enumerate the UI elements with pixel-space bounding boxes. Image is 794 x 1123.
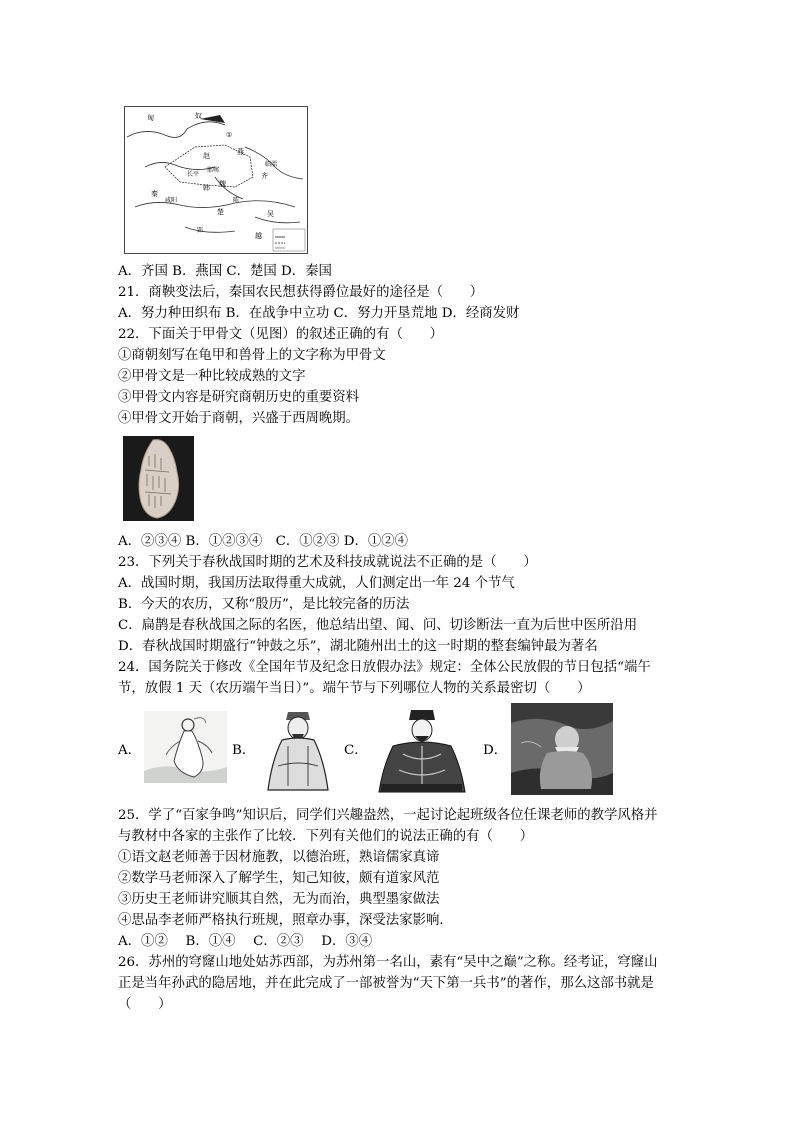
q21-options: A．努力种田织布 B．在战争中立功 C．努力开垦荒地 D．经商发财 [118,306,520,321]
figure-b-image [258,706,338,796]
map-label: 奴 [195,112,202,120]
q24-letter-d: D． [483,743,508,758]
q22-item: ③甲骨文内容是研究商朝历史的重要资料 [118,390,360,405]
map-label: 魏 [219,180,226,188]
q25-item: ③历史王老师讲究顺其自然，无为而治，典型墨家做法 [118,892,440,907]
q21-stem: 21．商鞅变法后，秦国农民想获得爵位最好的途径是（ ） [118,285,484,300]
map-label: 燕 [237,148,244,156]
q26-line3: （ ） [118,997,172,1012]
map-label: 越 [255,232,262,240]
figure-a-image [144,711,227,783]
q22-options: A．②③④ B．①②③④ C．①②③ D．①②④ [118,534,409,549]
q25-item: ①语文赵老师善于因材施教，以德治班，熟谙儒家真谛 [118,850,440,865]
map-label: 陈 [233,197,240,204]
map-label: 临淄 [265,161,278,168]
oracle-bone-image [123,436,194,521]
q23-option-c: C．扁鹊是春秋战国之际的名医，他总结出望、闻、问、切诊断法一直为后世中医所沿用 [118,618,638,633]
q25-options: A．①② B．①④ C．②③ D．③④ [118,934,373,949]
q25-stem-line1: 25．学了“百家争鸣”知识后，同学们兴趣盎然，一起讨论起班级各位任课老师的教学风格并 [118,808,658,823]
map-label: 吴 [267,210,274,218]
figure-d-image [511,703,613,795]
q22-item: ①商朝刻写在龟甲和兽骨上的文字称为甲骨文 [118,348,386,363]
q25-stem-line2: 与教材中各家的主张作了比较．下列有关他们的说法正确的有（ ） [118,829,534,844]
q23-option-d: D．春秋战国时期盛行“钟鼓之乐”，湖北随州出土的这一时期的整套编钟最为著名 [118,639,598,654]
map-label: 长平 [187,171,200,178]
q24-letter-c: C． [344,743,368,758]
q25-item: ②数学马老师深入了解学生，知己知彼，颇有道家风范 [118,871,440,886]
q24-letter-b: B． [232,743,256,758]
q24-stem-line2: 节，放假 1 天（农历端午当日）”。端午节与下列哪位人物的关系最密切（ ） [118,681,591,696]
q22-item: ④甲骨文开始于商朝，兴盛于西周晚期。 [118,411,360,426]
figure-c-image [373,706,470,796]
q26-line1: 26．苏州的穹窿山地处姑苏西部，为苏州第一名山，素有“吴中之巅”之称。经考证，穹窿山 [118,955,658,970]
map-label: 韩 [203,184,210,192]
q20-options: A．齐国 B．燕国 C．楚国 D．秦国 [118,264,332,279]
q24-letter-a: A． [118,743,142,758]
map-label: 楚 [217,208,224,216]
warring-states-map [124,106,308,254]
map-label: 秦 [151,190,158,198]
q23-option-b: B．今天的农历，又称“殷历”，是比较完备的历法 [118,597,410,612]
q26-line2: 正是当年孙武的隐居地，并在此完成了一部被誉为“天下第一兵书”的著作，那么这部书就是 [118,976,654,991]
q22-stem: 22．下面关于甲骨文（见图）的叙述正确的有（ ） [118,327,444,342]
q24-stem-line1: 24．国务院关于修改《全国年节及纪念日放假办法》规定：全体公民放假的节日包括“端午 [118,660,651,675]
map-label: 匈 [147,114,154,122]
map-label: 郢 [197,227,204,234]
q22-item: ②甲骨文是一种比较成熟的文字 [118,369,306,384]
map-label: 咸阳 [165,197,178,204]
map-label: 邯郸 [207,167,220,174]
q25-item: ④思品李老师严格执行班规，照章办事，深受法家影响． [118,913,453,928]
q23-stem: 23．下列关于春秋战国时期的艺术及科技成就说法不正确的是（ ） [118,555,537,570]
q23-option-a: A．战国时期，我国历法取得重大成就，人们测定出一年 24 个节气 [118,576,515,591]
map-label: ① [226,131,233,139]
map-label: 齐 [261,172,268,180]
map-label: 赵 [203,152,210,160]
